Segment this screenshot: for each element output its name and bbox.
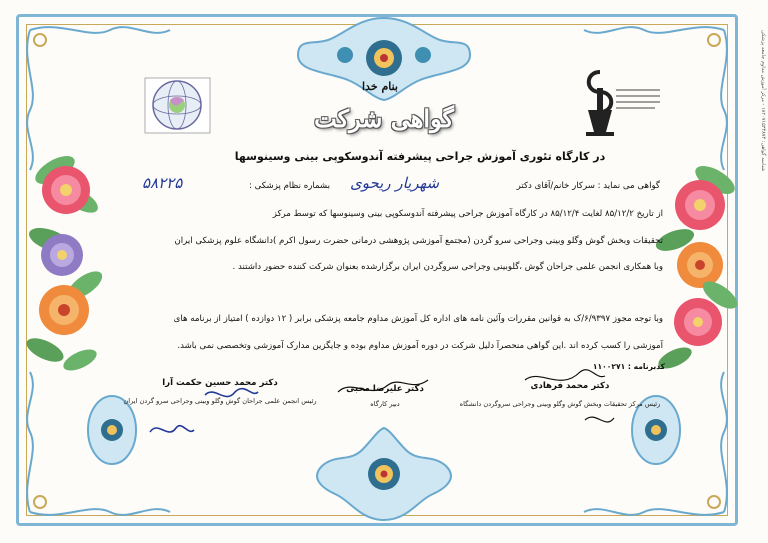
signature-left-name: دکتر محمد حسین حکمت آرا	[162, 378, 278, 388]
signature-right-role: رئیس مرکز تحقیقات وبخش گوش وگلو وبینی وجراحی سروگردن دانشگاه	[459, 400, 661, 408]
program-code: کدبرنامه : ۱۱۰۰۲۷۱	[592, 362, 665, 371]
medical-number: ۵۸۲۲۵	[142, 174, 183, 192]
body-line-3: تحقیقات وبخش گوش وگلو وبینی وجراحی سرو گردن (مجتمع آموزشی پژوهشی درمانی حضرت رسول اکرم )دانشگاه علوم پزشکی ایران	[174, 236, 663, 246]
participant-name: شهریار ریحوی	[350, 174, 440, 192]
signature-middle-role: دبیر کارگاه	[370, 400, 400, 408]
body-line-1-prefix: گواهی می نماید : سرکار خانم/آقای دکتر	[516, 181, 660, 191]
side-serial-text: شناسه گواهی: ۱۸۲۰۷۱۵۳۴۸۷۴ - مرکز آموزش مداوم جامعه پزشکی	[760, 30, 766, 172]
body-line-2: از تاریخ ۸۵/۱۲/۲ لغایت ۸۵/۱۲/۴ در کارگاه آموزش جراحی پیشرفته آندوسکوپی بینی وسینوسها که توسط مرکز	[272, 209, 663, 219]
signature-left-role: رئیس انجمن علمی جراحان گوش وگلو وبینی وجراحی سرو گردن ایران	[123, 397, 317, 405]
body-line-5: وبا توجه مجوز ۶/۹۳۹۷/ک به قوانین مقررات وآئین نامه های اداره کل آموزش مداوم جامعه پزشکی برابر ( ۱۲ دوازده ) امتیاز از برنامه های	[173, 314, 663, 324]
medical-number-label: بشماره نظام پزشکی :	[248, 181, 330, 191]
signature-middle-name: دکتر علیرضا محبی	[346, 384, 424, 394]
signature-right-scribble	[525, 370, 614, 422]
body-line-6: آموزشی را کسب کرده اند .این گواهی منحصرآ دلیل شرکت در دوره آموزش مداوم بوده و جایگزین مدارک آموزشی وتخصصی نمی باشد.	[177, 341, 663, 351]
certificate-subtitle: در کارگاه تئوری آموزش جراحی پیشرفته آندوسکوپی بینی وسینوسها	[234, 150, 606, 163]
basmala-text: بنام خدا	[361, 80, 398, 93]
signature-right-name: دکتر محمد فرهادی	[530, 381, 610, 391]
signature-left-scribble	[150, 389, 258, 432]
signature-middle-scribble	[338, 380, 428, 392]
body-line-4: وبا همکاری انجمن علمی جراحان گوش ،گلوبینی وجراحی سروگردن ایران برگزارشده بعنوان شرکت کننده حضور داشتند .	[232, 262, 663, 272]
certificate-title: گواهی شرکت	[314, 104, 454, 133]
